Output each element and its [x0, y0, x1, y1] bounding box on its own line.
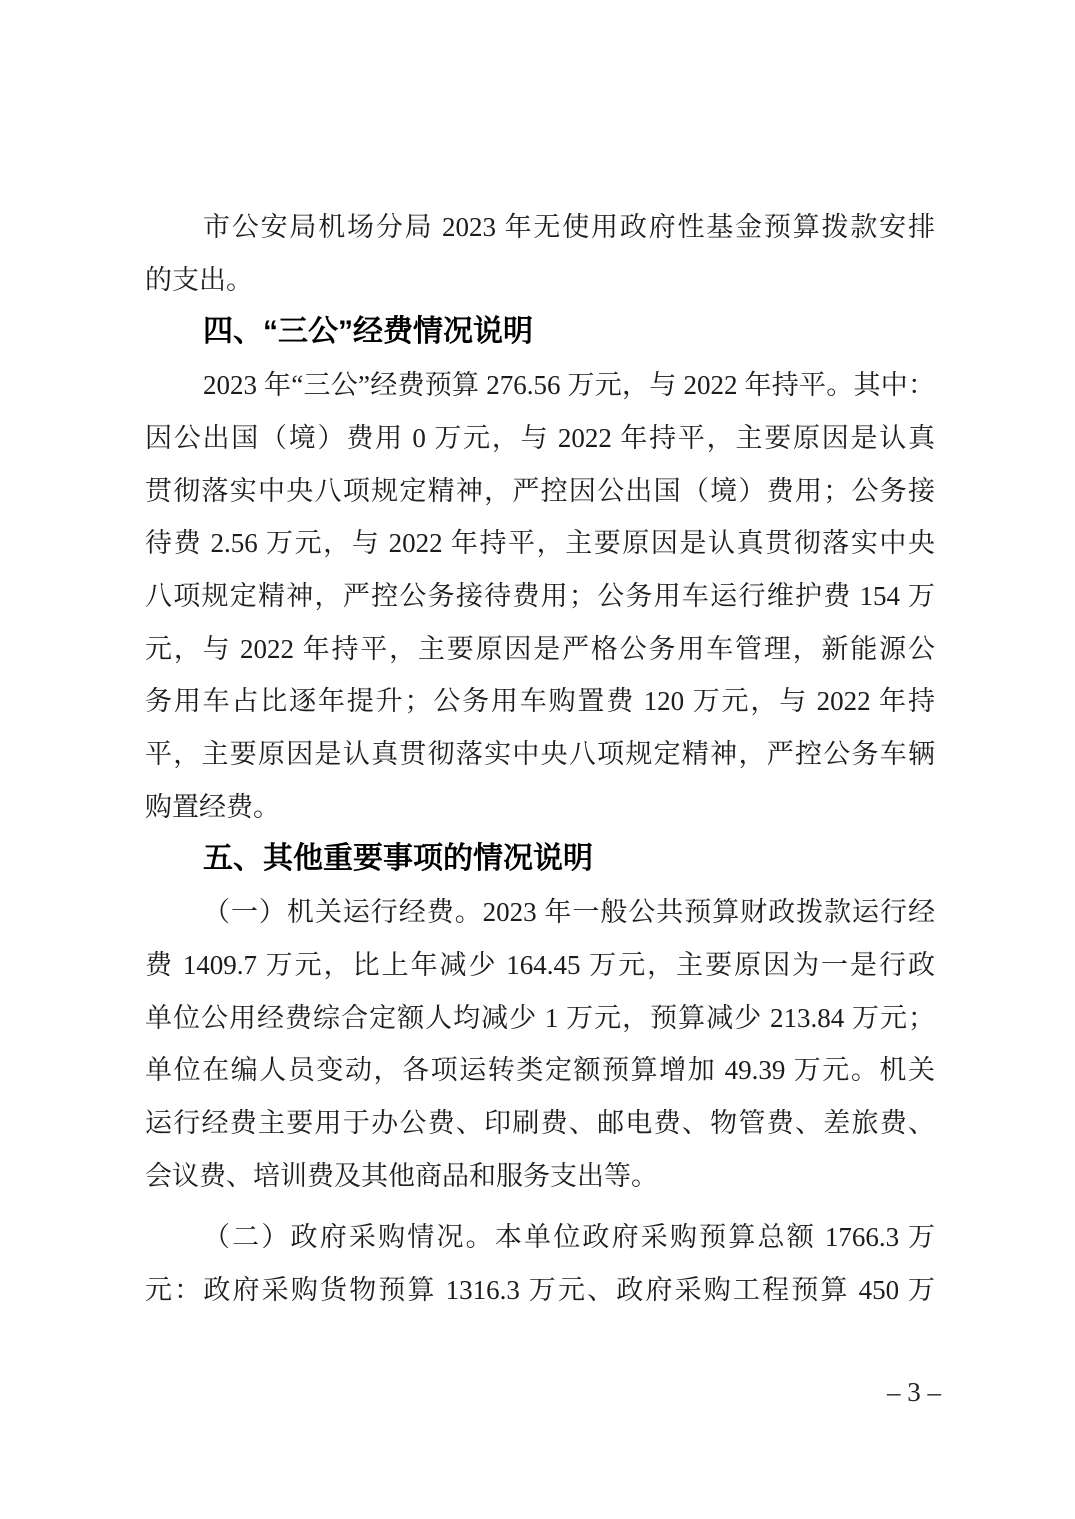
paragraph-sangong-line: 因公出国（境）费用 0 万元，与 2022 年持平，主要原因是认真	[145, 422, 935, 453]
paragraph-intro-line: 的支出。	[145, 264, 253, 295]
section-4-heading: 四、“三公”经费情况说明	[203, 315, 533, 349]
paragraph-operating-line: 会议费、培训费及其他商品和服务支出等。	[145, 1160, 658, 1191]
page-number: – 3 –	[887, 1377, 941, 1407]
paragraph-sangong-line: 待费 2.56 万元，与 2022 年持平，主要原因是认真贯彻落实中央	[145, 528, 935, 559]
paragraph-operating-line: 运行经费主要用于办公费、印刷费、邮电费、物管费、差旅费、	[145, 1107, 935, 1138]
paragraph-sangong-line: 贯彻落实中央八项规定精神，严控因公出国（境）费用；公务接	[145, 475, 935, 506]
paragraph-sangong-line: 购置经费。	[145, 791, 280, 822]
paragraph-sangong-line: 元，与 2022 年持平，主要原因是严格公务用车管理，新能源公	[145, 633, 935, 664]
paragraph-operating-line: 费 1409.7 万元，比上年减少 164.45 万元，主要原因为一是行政	[145, 949, 935, 980]
section-5-heading: 五、其他重要事项的情况说明	[203, 842, 593, 876]
paragraph-operating-line: 单位在编人员变动，各项运转类定额预算增加 49.39 万元。机关	[145, 1055, 935, 1086]
paragraph-sangong-line: 2023 年“三公”经费预算 276.56 万元，与 2022 年持平。其中：	[203, 370, 935, 401]
paragraph-sangong-line: 八项规定精神，严控公务接待费用；公务用车运行维护费 154 万	[145, 580, 935, 611]
paragraph-operating-line: 单位公用经费综合定额人均减少 1 万元，预算减少 213.84 万元；	[145, 1002, 935, 1033]
paragraph-procurement-line: 元：政府采购货物预算 1316.3 万元、政府采购工程预算 450 万	[145, 1275, 935, 1306]
document-body	[145, 201, 935, 1317]
paragraph-sangong-line: 平，主要原因是认真贯彻落实中央八项规定精神，严控公务车辆	[145, 739, 935, 770]
paragraph-intro-line: 市公安局机场分局 2023 年无使用政府性基金预算拨款安排	[203, 212, 935, 242]
paragraph-operating-line: （一）机关运行经费。2023 年一般公共预算财政拨款运行经	[203, 897, 935, 928]
paragraph-sangong-line: 务用车占比逐年提升；公务用车购置费 120 万元，与 2022 年持	[145, 686, 935, 717]
paragraph-procurement-line: （二）政府采购情况。本单位政府采购预算总额 1766.3 万	[203, 1222, 935, 1253]
